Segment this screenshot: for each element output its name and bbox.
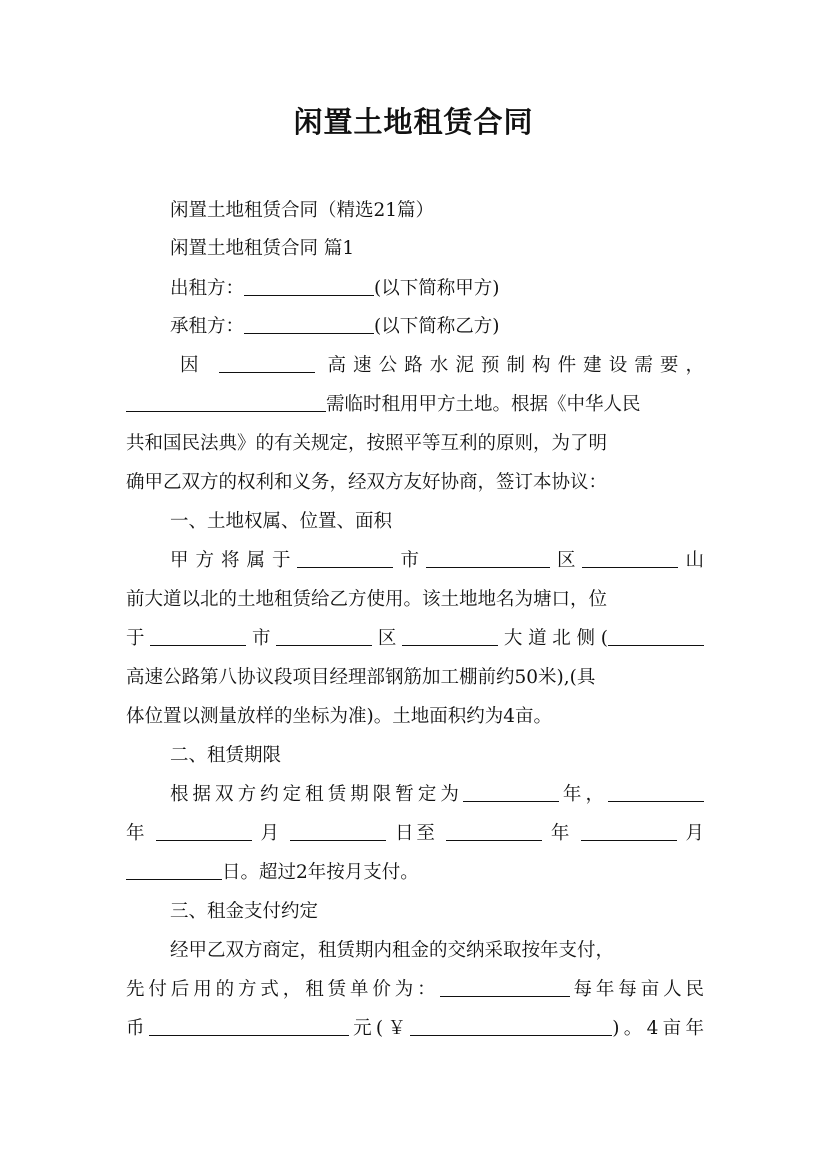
city-label-2: 市 xyxy=(246,628,277,649)
intro-line-3: 共和国民法典》的有关规定，按照平等互利的原则，为了明 xyxy=(126,433,608,454)
currency-text: 币 xyxy=(126,1018,149,1039)
day-to-label: 日至 xyxy=(395,823,438,844)
intro-line-2 xyxy=(126,393,704,417)
city-blank xyxy=(297,549,393,568)
intro-line-4: 确甲乙双方的权利和义务，经双方友好协商，签订本协议： xyxy=(126,472,608,493)
years-blank xyxy=(463,783,559,802)
unit-price-blank xyxy=(440,978,570,997)
end-year-blank xyxy=(446,822,542,841)
avenue-blank xyxy=(402,627,498,646)
chapter-heading: 闲置土地租赁合同 篇1 xyxy=(170,238,355,259)
start-day-blank xyxy=(290,822,386,841)
section-2-line-3 xyxy=(126,861,704,885)
lessee-note: (以下简称乙方) xyxy=(374,316,500,337)
section-2-heading: 二、租赁期限 xyxy=(170,745,282,766)
highway-blank xyxy=(608,627,704,646)
end-day-blank xyxy=(126,861,222,880)
belongs-to-text: 甲方将属于 xyxy=(170,550,298,571)
intro-rent-land: 需临时租用甲方土地。根据《中华人民 xyxy=(326,394,641,415)
intro-because: 因 xyxy=(180,355,206,376)
lessee-blank xyxy=(244,315,374,334)
section-1-line-1 xyxy=(170,549,704,573)
years-label: 年， xyxy=(558,784,608,805)
section-3-heading: 三、租金支付约定 xyxy=(170,901,319,922)
lessor-blank xyxy=(244,277,374,296)
payment-method-text: 先付后用的方式，租赁单价为： xyxy=(126,979,440,1000)
section-1-line-3 xyxy=(126,627,704,651)
lessee-unit-blank xyxy=(126,393,326,412)
district-blank xyxy=(426,549,550,568)
end-month-blank xyxy=(581,822,677,841)
amount-words-blank xyxy=(149,1017,349,1036)
section-2-line-1 xyxy=(170,783,704,807)
section-1-heading: 一、土地权属、位置、面积 xyxy=(170,511,393,532)
section-1-line-4: 高速公路第八协议段项目经理部钢筋加工棚前约50米),(具 xyxy=(126,667,596,688)
district-label: 区 xyxy=(549,550,583,571)
section-2-line-2 xyxy=(126,822,704,846)
per-mu-text: 每年每亩人民 xyxy=(569,979,704,1000)
end-year-label: 年 xyxy=(550,823,573,844)
payment-note: 日。超过2年按月支付。 xyxy=(222,862,419,883)
lessor-label: 出租方： xyxy=(170,278,245,299)
project-blank xyxy=(219,354,315,373)
end-month-label: 月 xyxy=(685,823,704,844)
avenue-text: 大道北侧( xyxy=(498,628,608,649)
mountain-text: 山 xyxy=(678,550,704,571)
lessor-line xyxy=(170,277,704,301)
section-3-line-2 xyxy=(126,978,704,1002)
amount-figures-blank xyxy=(410,1017,612,1036)
section-3-line-3 xyxy=(126,1017,704,1041)
intro-line-1 xyxy=(180,354,704,378)
yuan-text: 元(￥ xyxy=(348,1018,411,1039)
section-3-line-1: 经甲乙双方商定，租赁期内租金的交纳采取按年支付， xyxy=(170,940,615,961)
lessor-note: (以下简称甲方) xyxy=(374,278,500,299)
year-label: 年 xyxy=(126,823,148,844)
start-year-blank xyxy=(608,783,704,802)
lessee-line xyxy=(170,315,704,339)
located-text: 于 xyxy=(126,628,151,649)
section-1-line-5: 体位置以测量放样的坐标为准)。土地面积约为4亩。 xyxy=(126,706,552,727)
section-1-line-2: 前大道以北的土地租赁给乙方使用。该土地地名为塘口，位 xyxy=(126,589,608,610)
annual-text: )。4亩年 xyxy=(612,1018,704,1039)
term-text: 根据双方约定租赁期限暂定为 xyxy=(170,784,463,805)
lessee-label: 承租方： xyxy=(170,316,245,337)
start-month-blank xyxy=(156,822,252,841)
district-blank-2 xyxy=(276,627,372,646)
subtitle-line: 闲置土地租赁合同（精选21篇） xyxy=(170,200,435,221)
document-title: 闲置土地租赁合同 xyxy=(293,105,534,139)
city-label: 市 xyxy=(393,550,426,571)
district-label-2: 区 xyxy=(372,628,403,649)
mountain-blank xyxy=(582,549,678,568)
month-label: 月 xyxy=(260,823,282,844)
city-blank-2 xyxy=(150,627,246,646)
intro-need: 高速公路水泥预制构件建设需要， xyxy=(327,355,704,376)
